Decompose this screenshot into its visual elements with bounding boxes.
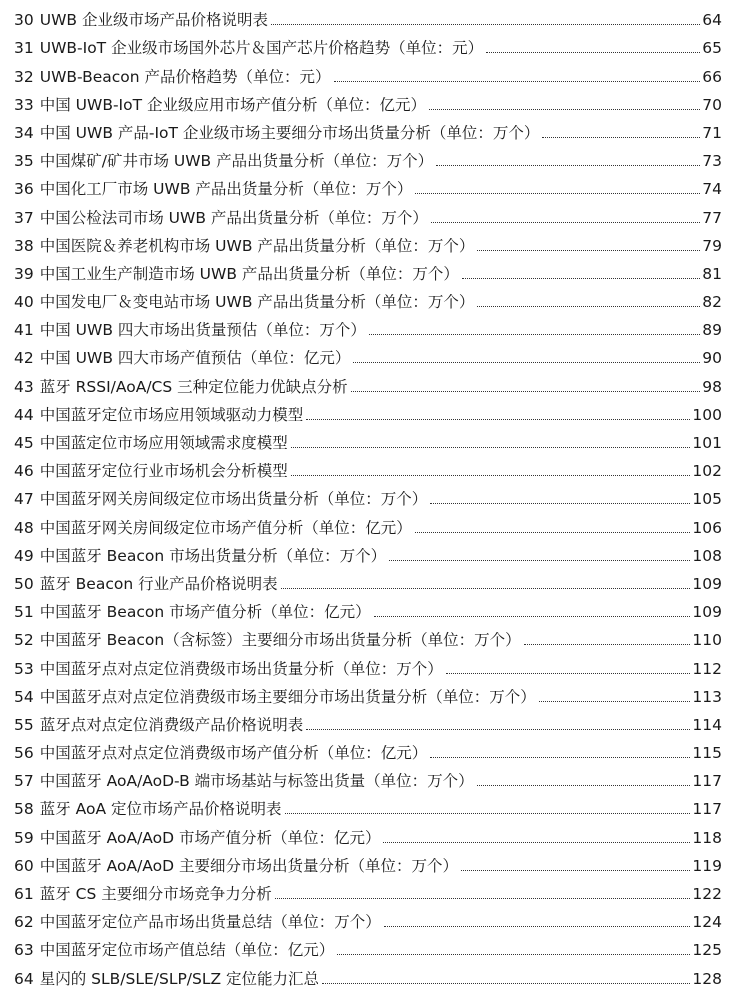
toc-entry-page-number: 70 bbox=[702, 95, 722, 114]
toc-entry-page-number: 112 bbox=[692, 659, 722, 678]
toc-entry-page-number: 79 bbox=[702, 236, 722, 255]
toc-dot-leader bbox=[306, 419, 690, 420]
toc-entry[interactable] bbox=[0, 256, 734, 284]
toc-entry-number: 49 bbox=[14, 546, 34, 565]
toc-dot-leader bbox=[291, 475, 691, 476]
toc-entry-number: 45 bbox=[14, 434, 34, 452]
toc-entry[interactable] bbox=[0, 650, 734, 678]
toc-entry[interactable] bbox=[0, 284, 734, 312]
toc-entry-number: 44 bbox=[14, 405, 34, 424]
toc-dot-leader bbox=[477, 785, 691, 786]
toc-entry[interactable] bbox=[0, 425, 734, 453]
toc-entry-number: 59 bbox=[14, 828, 34, 847]
toc-entry-page-number: 119 bbox=[692, 856, 722, 875]
toc-dot-leader bbox=[322, 983, 690, 984]
toc-entry[interactable] bbox=[0, 397, 734, 425]
toc-entry[interactable] bbox=[0, 481, 734, 509]
toc-entry[interactable] bbox=[0, 904, 734, 932]
toc-entry[interactable] bbox=[0, 791, 734, 819]
toc-entry-number: 51 bbox=[14, 603, 34, 622]
toc-entry-title: 蓝牙 AoA 定位市场产品价格说明表 bbox=[39, 800, 282, 819]
toc-entry-page-number: 82 bbox=[702, 293, 722, 312]
toc-entry-number: 30 bbox=[14, 11, 34, 30]
toc-entry[interactable] bbox=[0, 876, 734, 904]
toc-entry-page-number: 77 bbox=[702, 208, 722, 227]
toc-entry-page-number: 109 bbox=[692, 574, 722, 593]
toc-entry[interactable] bbox=[0, 679, 734, 707]
toc-dot-leader bbox=[291, 447, 691, 448]
toc-dot-leader bbox=[477, 306, 700, 307]
toc-entry-page-number: 117 bbox=[692, 800, 722, 819]
toc-dot-leader bbox=[524, 644, 691, 645]
toc-entry-page-number: 90 bbox=[702, 349, 722, 368]
toc-entry[interactable] bbox=[0, 735, 734, 763]
toc-entry-number: 53 bbox=[14, 659, 34, 678]
toc-entry-page-number: 98 bbox=[702, 377, 722, 396]
toc-entry-title: 中国 UWB-IoT 企业级应用市场产值分析（单位：亿元） bbox=[39, 95, 427, 114]
toc-entry[interactable] bbox=[0, 622, 734, 650]
toc-entry-number: 62 bbox=[14, 913, 34, 932]
toc-entry[interactable] bbox=[0, 848, 734, 876]
toc-entry-page-number: 113 bbox=[692, 687, 722, 706]
toc-entry-number: 57 bbox=[14, 772, 34, 791]
toc-dot-leader bbox=[389, 560, 690, 561]
toc-entry-number: 39 bbox=[14, 264, 34, 283]
toc-entry-page-number: 108 bbox=[692, 546, 722, 565]
toc-entry-number: 58 bbox=[14, 800, 34, 819]
toc-entry[interactable] bbox=[0, 143, 734, 171]
toc-dot-leader bbox=[486, 52, 700, 53]
toc-entry-page-number: 71 bbox=[702, 123, 722, 142]
toc-entry-page-number: 114 bbox=[692, 715, 722, 734]
toc-dot-leader bbox=[415, 193, 700, 194]
toc-entry-number: 55 bbox=[14, 715, 34, 734]
toc-entry[interactable] bbox=[0, 566, 734, 594]
toc-entry-page-number: 65 bbox=[702, 39, 722, 58]
toc-dot-leader bbox=[539, 701, 691, 702]
toc-entry-page-number: 117 bbox=[692, 772, 722, 791]
toc-entry-number: 34 bbox=[14, 123, 34, 142]
toc-dot-leader bbox=[275, 898, 691, 899]
toc-dot-leader bbox=[374, 616, 691, 617]
toc-entry-number: 52 bbox=[14, 631, 34, 650]
toc-entry-page-number: 118 bbox=[692, 828, 722, 847]
toc-dot-leader bbox=[430, 757, 690, 758]
toc-dot-leader bbox=[383, 842, 690, 843]
toc-entry-number: 43 bbox=[14, 377, 34, 396]
toc-entry-page-number: 106 bbox=[692, 518, 722, 537]
toc-dot-leader bbox=[337, 954, 690, 955]
toc-entry-number: 37 bbox=[14, 208, 34, 227]
toc-entry-title: 中国蓝牙定位市场产值总结（单位：亿元） bbox=[39, 941, 335, 960]
toc-entry-title: 星闪的 SLB/SLE/SLP/SLZ 定位能力汇总 bbox=[39, 969, 320, 988]
toc-entry-title: UWB-Beacon 产品价格趋势（单位：元） bbox=[39, 67, 331, 86]
toc-dot-leader bbox=[430, 503, 690, 504]
toc-entry-title: 中国蓝牙 Beacon（含标签）主要细分市场出货量分析（单位：万个） bbox=[39, 631, 521, 650]
toc-entry-page-number: 128 bbox=[692, 969, 722, 988]
toc-entry-title: 中国发电厂＆变电站市场 UWB 产品出货量分析（单位：万个） bbox=[39, 293, 475, 312]
toc-entry-page-number: 110 bbox=[692, 631, 722, 650]
toc-entry-number: 35 bbox=[14, 152, 34, 171]
toc-entry-number: 33 bbox=[14, 95, 34, 114]
toc-entry-title: 中国化工厂市场 UWB 产品出货量分析（单位：万个） bbox=[39, 180, 413, 199]
toc-entry[interactable] bbox=[0, 115, 734, 143]
toc-entry[interactable] bbox=[0, 594, 734, 622]
toc-entry-title: 中国蓝牙 Beacon 市场产值分析（单位：亿元） bbox=[39, 603, 371, 622]
toc-entry-page-number: 73 bbox=[702, 152, 722, 171]
toc-entry-title: 中国蓝牙网关房间级定位市场出货量分析（单位：万个） bbox=[39, 490, 428, 509]
toc-entry-number: 64 bbox=[14, 969, 34, 988]
toc-dot-leader bbox=[429, 109, 700, 110]
toc-entry-number: 50 bbox=[14, 574, 34, 593]
toc-entry-title: 中国蓝牙 AoA/AoD 市场产值分析（单位：亿元） bbox=[39, 828, 381, 847]
toc-dot-leader bbox=[306, 729, 690, 730]
toc-entry[interactable] bbox=[0, 509, 734, 537]
toc-entry-title: 中国 UWB 产品-IoT 企业级市场主要细分市场出货量分析（单位：万个） bbox=[39, 123, 540, 142]
toc-entry[interactable] bbox=[0, 58, 734, 86]
toc-entry[interactable] bbox=[0, 960, 734, 988]
toc-entry-title: UWB-IoT 企业级市场国外芯片＆国产芯片价格趋势（单位：元） bbox=[39, 39, 484, 58]
toc-entry-title: 中国蓝牙 Beacon 市场出货量分析（单位：万个） bbox=[39, 546, 387, 565]
toc-entry-title: 中国蓝牙网关房间级定位市场产值分析（单位：亿元） bbox=[39, 518, 412, 537]
toc-entry[interactable] bbox=[0, 228, 734, 256]
toc-entry[interactable] bbox=[0, 340, 734, 368]
toc-entry-number: 31 bbox=[14, 39, 34, 58]
toc-entry-title: 中国蓝牙定位产品市场出货量总结（单位：万个） bbox=[39, 913, 381, 932]
toc-entry-number: 60 bbox=[14, 856, 34, 875]
toc-entry-title: 中国蓝牙 AoA/AoD-B 端市场基站与标签出货量（单位：万个） bbox=[39, 772, 474, 791]
toc-entry-title: 蓝牙点对点定位消费级产品价格说明表 bbox=[39, 715, 304, 734]
toc-dot-leader bbox=[462, 278, 700, 279]
toc-entry-title: 中国蓝牙点对点定位消费级市场出货量分析（单位：万个） bbox=[39, 659, 443, 678]
toc-entry-title: 中国公检法司市场 UWB 产品出货量分析（单位：万个） bbox=[39, 208, 428, 227]
toc-entry-page-number: 100 bbox=[692, 405, 722, 424]
toc-entry-title: 蓝牙 Beacon 行业产品价格说明表 bbox=[39, 574, 278, 593]
toc-entry[interactable] bbox=[0, 707, 734, 735]
toc-entry-title: 中国 UWB 四大市场出货量预估（单位：万个） bbox=[39, 321, 366, 340]
toc-entry-page-number: 109 bbox=[692, 603, 722, 622]
toc-entry[interactable] bbox=[0, 368, 734, 396]
toc-entry-number: 32 bbox=[14, 67, 34, 86]
toc-entry-title: 中国蓝定位市场应用领域需求度模型 bbox=[39, 434, 288, 452]
toc-entry-page-number: 105 bbox=[692, 490, 722, 509]
toc-dot-leader bbox=[351, 391, 701, 392]
toc-dot-leader bbox=[436, 165, 700, 166]
toc-entry-page-number: 101 bbox=[692, 434, 722, 452]
toc-entry-page-number: 81 bbox=[702, 264, 722, 283]
toc-entry-page-number: 125 bbox=[692, 941, 722, 960]
toc-entry-number: 36 bbox=[14, 180, 34, 199]
toc-entry-page-number: 122 bbox=[692, 885, 722, 903]
toc-dot-leader bbox=[477, 250, 700, 251]
toc-entry-title: 中国工业生产制造市场 UWB 产品出货量分析（单位：万个） bbox=[39, 264, 459, 283]
toc-entry[interactable] bbox=[0, 763, 734, 791]
toc-entry-title: 中国医院＆养老机构市场 UWB 产品出货量分析（单位：万个） bbox=[39, 236, 475, 255]
toc-entry-page-number: 124 bbox=[692, 913, 722, 932]
toc-entry-title: 中国蓝牙定位市场应用领域驱动力模型 bbox=[39, 405, 304, 424]
toc-entry-number: 46 bbox=[14, 462, 34, 481]
toc-entry[interactable] bbox=[0, 87, 734, 115]
toc-entry[interactable] bbox=[0, 2, 734, 30]
toc-entry-number: 47 bbox=[14, 490, 34, 509]
toc-entry-title: 中国 UWB 四大市场产值预估（单位：亿元） bbox=[39, 349, 351, 368]
toc-dot-leader bbox=[334, 81, 701, 82]
toc-entry-title: UWB 企业级市场产品价格说明表 bbox=[39, 11, 268, 30]
toc-entry-title: 中国蓝牙点对点定位消费级市场主要细分市场出货量分析（单位：万个） bbox=[39, 687, 536, 706]
toc-dot-leader bbox=[431, 222, 700, 223]
toc-dot-leader bbox=[415, 532, 691, 533]
toc-dot-leader bbox=[369, 334, 700, 335]
toc-entry-title: 蓝牙 RSSI/AoA/CS 三种定位能力优缺点分析 bbox=[39, 377, 348, 396]
toc-entry-page-number: 74 bbox=[702, 180, 722, 199]
toc-entry[interactable] bbox=[0, 199, 734, 227]
toc-dot-leader bbox=[281, 588, 691, 589]
toc-entry-number: 40 bbox=[14, 293, 34, 312]
toc-entry-title: 蓝牙 CS 主要细分市场竞争力分析 bbox=[39, 885, 272, 903]
toc-entry-title: 中国蓝牙 AoA/AoD 主要细分市场出货量分析（单位：万个） bbox=[39, 856, 458, 875]
toc-entry-number: 54 bbox=[14, 687, 34, 706]
toc-entry-page-number: 64 bbox=[702, 11, 722, 30]
toc-dot-leader bbox=[446, 673, 691, 674]
toc-dot-leader bbox=[461, 870, 690, 871]
toc-entry[interactable] bbox=[0, 819, 734, 847]
toc-entry[interactable] bbox=[0, 453, 734, 481]
toc-entry-page-number: 89 bbox=[702, 321, 722, 340]
toc-entry[interactable] bbox=[0, 538, 734, 566]
toc-dot-leader bbox=[353, 362, 700, 363]
toc-entry-title: 中国蓝牙点对点定位消费级市场产值分析（单位：亿元） bbox=[39, 744, 428, 763]
toc-entry-page-number: 66 bbox=[702, 67, 722, 86]
toc-entry-number: 63 bbox=[14, 941, 34, 960]
toc-entry[interactable] bbox=[0, 312, 734, 340]
toc-dot-leader bbox=[285, 813, 691, 814]
toc-entry-number: 61 bbox=[14, 885, 34, 903]
toc-entry-number: 38 bbox=[14, 236, 34, 255]
toc-entry-number: 42 bbox=[14, 349, 34, 368]
toc-entry-number: 48 bbox=[14, 518, 34, 537]
toc-entry-page-number: 115 bbox=[692, 744, 722, 763]
toc-entry[interactable] bbox=[0, 171, 734, 199]
toc-dot-leader bbox=[542, 137, 700, 138]
toc-entry[interactable] bbox=[0, 932, 734, 960]
toc-dot-leader bbox=[384, 926, 691, 927]
toc-entry-page-number: 102 bbox=[692, 462, 722, 481]
toc-entry[interactable] bbox=[0, 30, 734, 58]
toc-dot-leader bbox=[271, 24, 700, 25]
toc-entry-title: 中国煤矿/矿井市场 UWB 产品出货量分析（单位：万个） bbox=[39, 152, 434, 171]
toc-entry-number: 56 bbox=[14, 744, 34, 763]
toc-entry-number: 41 bbox=[14, 321, 34, 340]
toc-entry-title: 中国蓝牙定位行业市场机会分析模型 bbox=[39, 462, 288, 481]
